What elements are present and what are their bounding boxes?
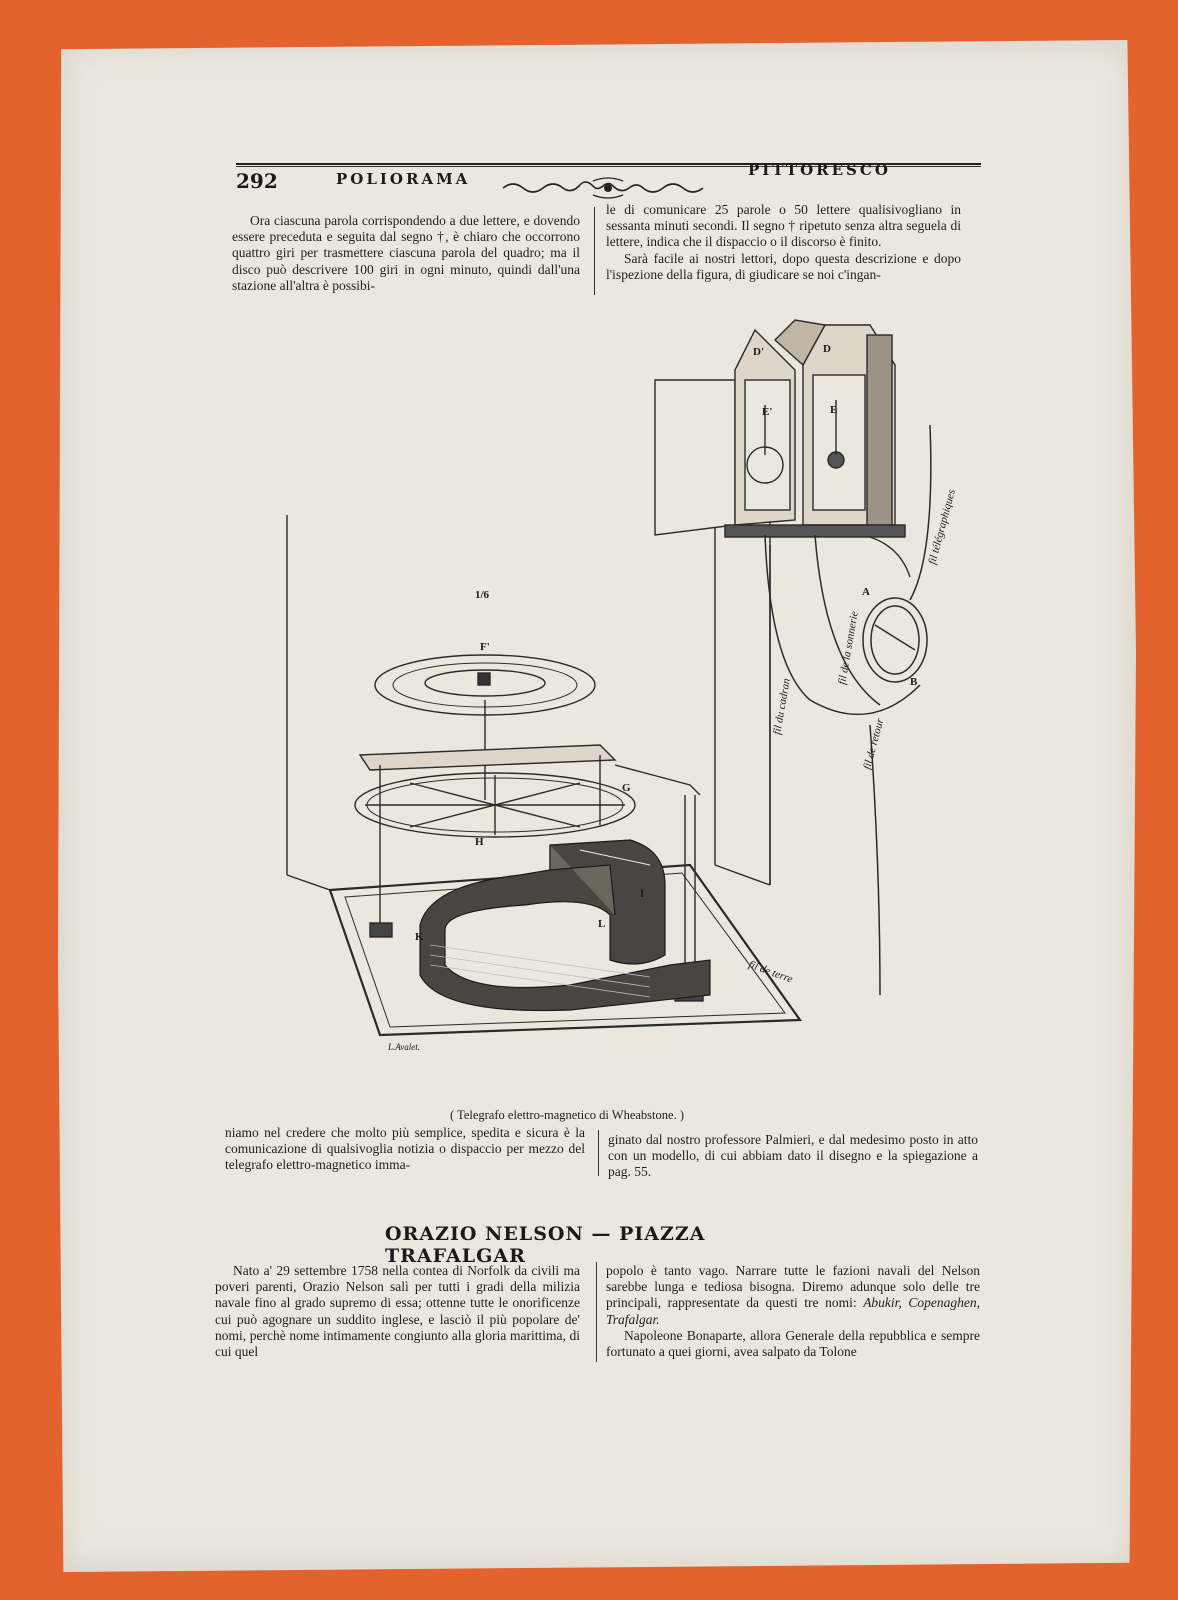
wall-cabinets	[655, 320, 910, 577]
middle-right-paragraph: ginato dal nostro professore Palmieri, e dal medesimo posto in atto con un modello, di cui abbiam dato il disegno e la spiegazione a pag. 55.	[608, 1132, 978, 1180]
middle-left-paragraph: niamo nel credere che molto più semplice, spedita e sicura è la comunicazione di qualsivoglia notizia o dispaccio per mezzo del telegrafo elettro-magnetico imma-	[225, 1125, 585, 1173]
label-E1: E'	[762, 406, 773, 418]
wire-label-telegraphiques: fil télégraphiques	[926, 488, 958, 566]
label-H: H	[475, 836, 484, 848]
header-left-title: POLIORAMA	[336, 170, 471, 188]
label-D: D	[823, 343, 831, 355]
label-D1: D'	[753, 346, 764, 358]
bottom-right-text: popolo è tanto vago. Narrare tutte le fazioni navali del Nelson sarebbe lunga e tediosa bisogna. Diremo adunque solo delle tre principali, rappresentate da questi tre nomi:	[606, 1263, 980, 1311]
top-right-paragraph-2: Sarà facile ai nostri lettori, dopo questa descrizione e dopo l'ispezione della figura, di giudicare se noi c'ingan-	[606, 250, 961, 282]
label-L: L	[598, 918, 606, 930]
column-divider	[594, 207, 595, 295]
wire-label-cadran: fil du cadran	[771, 677, 793, 736]
battle-names: Abukir, Copenaghen, Trafalgar.	[606, 1295, 980, 1327]
header-right-title: PITTORESCO	[748, 161, 891, 179]
label-E: E	[830, 404, 838, 416]
wire-label-terre: fil de terre	[746, 958, 795, 986]
telegraph-engraving	[270, 305, 960, 1070]
page-number: 292	[236, 169, 278, 193]
middle-right-column	[608, 1132, 978, 1181]
engraver-signature: L.Avalet.	[388, 1042, 420, 1052]
column-divider	[596, 1262, 597, 1362]
top-right-column	[606, 202, 961, 283]
figure-caption: ( Telegrafo elettro-magnetico di Wheabstone. )	[450, 1108, 684, 1122]
label-I: I	[640, 888, 645, 900]
top-left-paragraph: Ora ciascuna parola corrispondendo a due lettere, e dovendo essere preceduta e seguita dal segno †, è chiaro che occorrono quattro giri per trasmettere ciascuna parola del quadro; ma il disco può descrivere 100 giri in ogni minuto, quindi dall'una stazione all'altra è possibi-	[232, 213, 580, 293]
label-A: A	[862, 586, 870, 598]
section-title: ORAZIO NELSON — PIAZZA TRAFALGAR	[385, 1223, 706, 1267]
wire-label-sonnerie: fil de la sonnerie	[836, 610, 861, 686]
column-divider	[598, 1130, 599, 1176]
page-header	[236, 143, 981, 193]
label-G: G	[622, 782, 631, 794]
middle-left-column	[225, 1125, 585, 1174]
scale-label: 1/6	[475, 589, 490, 601]
bottom-right-column	[606, 1263, 980, 1360]
wire-label-retour: fil de retour	[861, 717, 887, 771]
header-ornament	[498, 177, 718, 199]
top-left-column	[232, 213, 580, 294]
bottom-right-paragraph-2: Napoleone Bonaparte, allora Generale della repubblica e sempre fortunato a quei giorni, avea salpato da Tolone	[606, 1327, 980, 1360]
label-B: B	[910, 676, 918, 688]
label-F: F'	[480, 641, 490, 653]
label-K: K	[415, 931, 424, 943]
bottom-left-column	[215, 1263, 580, 1360]
bottom-right-paragraph-1	[606, 1263, 980, 1328]
bottom-left-paragraph: Nato a' 29 settembre 1758 nella contea di Norfolk da civili ma poveri parenti, Orazio Nelson salì per tutti i gradi della milizia navale fino al grado supremo di essa; ottenne tutte le onorificenze cui può agognare un suddito inglese, e lasciò il più popolare de' nomi, perchè nome intimamente congiunto alla gloria marittima, di cui quel	[215, 1263, 580, 1360]
top-right-paragraph-1: le di comunicare 25 parole o 50 lettere qualisivogliano in sessanta minuti secondi. Il segno † ripetuto senza altra seguela di lettere, indica che il dispaccio o il discorso è finito.	[606, 202, 961, 250]
